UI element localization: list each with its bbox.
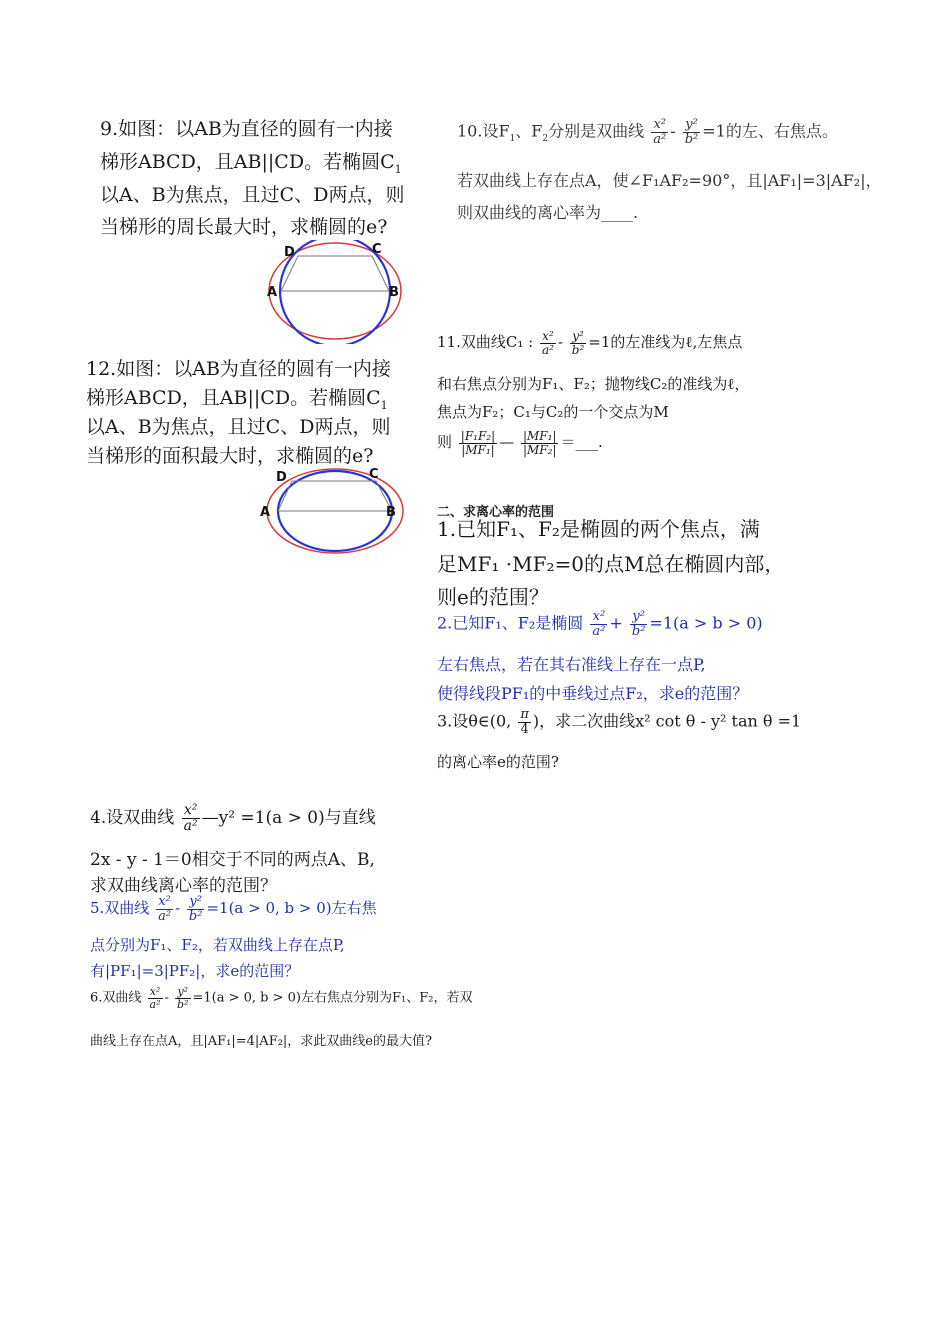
- question-6-line-1: 6.双曲线 $\frac{\text{x²}}{\text{a²}}$ - $\frac{\text{y²}}{\text{b²}}$ =1(a > 0, b > 0)左右焦点分别为F₁、F₂，若双: [90, 985, 473, 1011]
- question-4-line-2: 2x - y - 1＝0相交于不同的两点A、B,: [90, 850, 375, 870]
- label-b: B: [386, 505, 396, 520]
- label-c: C: [372, 242, 382, 257]
- problem-12-line-4: 当梯形的面积最大时，求椭圆的e?: [86, 445, 374, 467]
- problem-12-line-2: 梯形ABCD，且AB||CD。若椭圆$C_1$: [86, 387, 388, 412]
- problem-12-line-3: 以A、B为焦点，且过C、D两点，则: [86, 416, 391, 438]
- question-1-line-1: 1.已知F₁、F₂是椭圆的两个焦点，满: [437, 517, 760, 541]
- problem-10-line-3: 则双曲线的离心率为____.: [457, 203, 639, 222]
- trapezoid: [281, 256, 389, 291]
- problem-11-line-1: 11.双曲线C₁ : $\frac{\text{x²}}{\text{a²}}$ - $\frac{\text{y²}}{\text{b²}}$ =1的左准线为ℓ,左焦点: [437, 329, 743, 357]
- label-b: B: [389, 285, 399, 300]
- question-3-line-1: 3.设θ∈(0, $\frac{\pi}{4}$ )，求二次曲线x² cot θ - y² tan θ =1: [437, 707, 802, 737]
- label-d: D: [284, 245, 295, 260]
- problem-9-line-1: 9.如图：以AB为直径的圆有一内接: [100, 118, 393, 140]
- problem-12-line-1: 12.如图：以AB为直径的圆有一内接: [86, 358, 391, 380]
- problem-11-line-3: 焦点为F₂；C₁与C₂的一个交点为M: [437, 403, 669, 421]
- problem-9-line-3: 以A、B为焦点，且过C、D两点，则: [100, 184, 405, 206]
- question-4-line-1: 4.设双曲线 $\frac{\text{x²}}{\text{a²}}$ —y² =1(a > 0)与直线: [90, 802, 376, 834]
- problem-11-line-4: 则 $\frac{\text{|F₁F₂|}}{\text{|MF₁|}}$ — $\frac{\text{|MF₁|}}{\text{|MF₂|}}$ ＝___.: [437, 429, 603, 457]
- problem-10-line-1: 10.设$F_1$、$F_2$分别是双曲线 $\frac{\text{x²}}{\text{a²}}$ - $\frac{\text{y²}}{\text{b²}}$ =1的左、右焦点。: [457, 117, 838, 147]
- question-5-line-3: 有|PF₁|=3|PF₂|，求e的范围？: [90, 962, 300, 980]
- ellipse-circle-figure-2: [258, 466, 408, 556]
- problem-11-line-2: 和右焦点分别为F₁、F₂；抛物线C₂的准线为ℓ，: [437, 375, 750, 393]
- section-title: 二、求离心率的范围: [437, 505, 555, 520]
- label-a: A: [260, 505, 271, 520]
- question-2-line-1: 2.已知F₁、F₂是椭圆 $\frac{\text{x²}}{\text{a²}}$ + $\frac{\text{y²}}{\text{b²}}$ =1(a > b > 0): [437, 609, 763, 639]
- problem-9-line-2: 梯形ABCD，且AB||CD。若椭圆$C_1$: [100, 151, 402, 176]
- trapezoid: [278, 481, 392, 511]
- question-1-line-3: 则e的范围？: [437, 585, 549, 609]
- problem-9-line-4: 当梯形的周长最大时，求椭圆的e?: [100, 216, 388, 238]
- question-3-line-2: 的离心率e的范围?: [437, 753, 559, 771]
- label-a: A: [267, 285, 278, 300]
- question-2-line-3: 使得线段PF₁的中垂线过点F₂，求e的范围？: [437, 684, 749, 703]
- problem-10-line-2: 若双曲线上存在点A，使∠F₁AF₂=90°，且|AF₁|=3|AF₂|，: [457, 171, 882, 190]
- label-c: C: [369, 467, 379, 482]
- question-2-line-2: 左右焦点，若在其右准线上存在一点P,: [437, 655, 706, 674]
- question-5-line-1: 5.双曲线 $\frac{\text{x²}}{\text{a²}}$ - $\frac{\text{y²}}{\text{b²}}$ =1(a > 0, b > 0)左右焦: [90, 894, 377, 924]
- question-6-line-2: 曲线上存在点A，且|AF₁|=4|AF₂|，求此双曲线e的最大值?: [90, 1034, 432, 1049]
- label-d: D: [276, 470, 287, 485]
- question-4-line-3: 求双曲线离心率的范围？: [90, 876, 277, 896]
- question-1-line-2: 足MF₁ ·MF₂=0的点M总在椭圆内部，: [437, 552, 785, 576]
- question-5-line-2: 点分别为F₁、F₂，若双曲线上存在点P,: [90, 936, 345, 954]
- ellipse-circle-figure-1: [262, 240, 412, 344]
